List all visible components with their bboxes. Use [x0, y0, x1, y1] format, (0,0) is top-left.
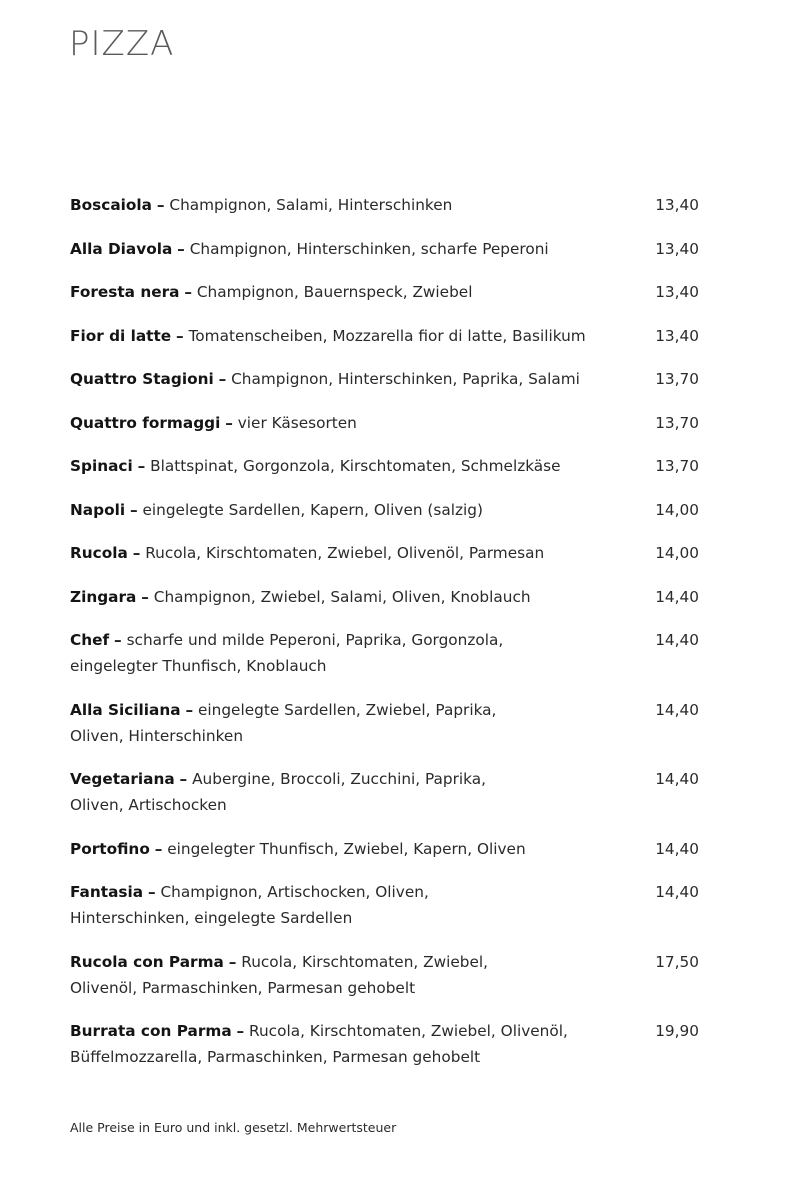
menu-item-ingredients: Rucola, Kirschtomaten, Zwiebel, Olivenöl,	[249, 1022, 568, 1040]
menu-item	[70, 497, 710, 541]
menu-item	[70, 236, 710, 280]
menu-item-price: 17,50	[655, 952, 699, 971]
menu-item-text	[70, 879, 625, 931]
menu-item-name: Napoli	[70, 500, 126, 519]
menu-item-price: 13,40	[655, 196, 699, 214]
menu-item-ingredients: Rucola, Kirschtomaten, Zwiebel,	[241, 952, 489, 971]
menu-item-price: 13,70	[655, 370, 699, 388]
menu-item-text	[70, 236, 625, 262]
menu-item-name: Quattro formaggi	[70, 413, 221, 432]
menu-item	[70, 540, 710, 584]
menu-item-separator: –	[185, 700, 194, 719]
menu-item	[70, 766, 710, 836]
menu-item-ingredients: Champignon, Hinterschinken, scharfe Peperoni	[189, 239, 549, 258]
menu-item	[70, 366, 710, 410]
menu-item-price: 13,40	[655, 283, 699, 301]
menu-item-price: 14,40	[655, 839, 699, 858]
menu-item	[70, 453, 710, 497]
menu-item-text	[70, 584, 625, 610]
menu-item-price: 13,40	[655, 326, 699, 345]
menu-item-text	[70, 192, 625, 218]
price-footnote: Alle Preise in Euro und inkl. gesetzl. Mehrwertsteuer	[70, 1120, 397, 1135]
menu-item-separator: –	[236, 1022, 245, 1040]
menu-item-ingredients-cont: Hinterschinken, eingelegte Sardellen	[70, 909, 353, 927]
menu-item-price: 13,70	[655, 413, 699, 432]
menu-item-separator: –	[132, 544, 141, 562]
menu-item-separator: –	[218, 370, 227, 388]
menu-item-separator: –	[137, 457, 146, 475]
menu-item-text	[70, 697, 625, 749]
menu-item-ingredients: Champignon, Hinterschinken, Paprika, Salami	[231, 370, 580, 388]
menu-item-ingredients: vier Käsesorten	[237, 413, 357, 432]
menu-item-price: 14,40	[655, 770, 699, 788]
menu-item	[70, 627, 710, 697]
menu-item-price: 13,70	[655, 457, 699, 475]
menu-item	[70, 279, 710, 323]
menu-item-name: Rucola	[70, 544, 128, 562]
menu-item-price: 14,00	[655, 544, 699, 562]
menu-item-text	[70, 323, 625, 349]
menu-item-text	[70, 366, 625, 392]
menu-item-name: Fior di latte	[70, 326, 172, 345]
menu-item-separator: –	[177, 239, 185, 258]
menu-item	[70, 323, 710, 367]
menu-item-text	[70, 540, 625, 566]
menu-item-ingredients: Champignon, Bauernspeck, Zwiebel	[196, 283, 473, 301]
menu-item-text	[70, 279, 625, 305]
menu-item-separator: –	[184, 283, 192, 301]
menu-item-ingredients: Champignon, Salami, Hinterschinken	[169, 196, 453, 214]
menu-item-price: 14,40	[655, 587, 699, 606]
page-title: PIZZA	[69, 24, 175, 64]
menu-item-name: Zingara	[70, 587, 137, 606]
menu-item-ingredients: Tomatenscheiben, Mozzarella fior di latte, Basilikum	[188, 326, 586, 345]
menu-item-price: 14,40	[655, 883, 699, 901]
menu-item-separator: –	[147, 883, 156, 901]
menu-item-ingredients: Aubergine, Broccoli, Zucchini, Paprika,	[192, 770, 486, 788]
menu-item-separator: –	[179, 770, 188, 788]
menu-item-ingredients-cont: Oliven, Artischocken	[70, 796, 227, 814]
menu-item-ingredients: Champignon, Zwiebel, Salami, Oliven, Knoblauch	[153, 587, 531, 606]
menu-item	[70, 836, 710, 880]
menu-item-name: Alla Siciliana	[70, 700, 181, 719]
menu-item-name: Vegetariana	[70, 770, 175, 788]
menu-item-price: 14,40	[655, 631, 699, 649]
menu-item	[70, 697, 710, 767]
menu-item-text	[70, 453, 625, 479]
menu-item-ingredients-cont: eingelegter Thunfisch, Knoblauch	[70, 657, 327, 675]
menu-item-name: Portofino	[70, 839, 150, 858]
menu-item-text	[70, 836, 625, 862]
menu-item-separator: –	[129, 500, 138, 519]
menu-item-ingredients-cont: Oliven, Hinterschinken	[70, 726, 244, 745]
menu-item-separator: –	[114, 631, 122, 649]
menu-item-ingredients: Blattspinat, Gorgonzola, Kirschtomaten, Schmelzkäse	[150, 457, 561, 475]
menu-item-ingredients: Champignon, Artischocken, Oliven,	[160, 883, 429, 901]
menu-item-separator: –	[156, 196, 165, 214]
menu-item-text	[70, 766, 625, 818]
menu-item-text	[70, 1018, 625, 1070]
menu-item	[70, 192, 710, 236]
menu-item-text	[70, 627, 625, 679]
menu-item-text	[70, 949, 625, 1001]
menu-item-separator: –	[225, 413, 233, 432]
menu-item-price: 13,40	[655, 239, 699, 258]
menu-item-separator: –	[176, 326, 184, 345]
menu-item	[70, 879, 710, 949]
menu-item-ingredients: eingelegte Sardellen, Kapern, Oliven (salzig)	[142, 500, 483, 519]
menu-item-name: Rucola con Parma	[70, 952, 224, 971]
menu-item-ingredients: eingelegter Thunfisch, Zwiebel, Kapern, Oliven	[167, 839, 526, 858]
menu-item-ingredients: scharfe und milde Peperoni, Paprika, Gorgonzola,	[126, 631, 504, 649]
menu-item-name: Burrata con Parma	[70, 1022, 232, 1040]
menu-item-price: 14,40	[655, 700, 699, 719]
menu-item	[70, 410, 710, 454]
menu-item-ingredients-cont: Olivenöl, Parmaschinken, Parmesan gehobelt	[70, 978, 416, 997]
menu-item-price: 19,90	[655, 1022, 699, 1040]
menu-item-price: 14,00	[655, 500, 699, 519]
menu-item-name: Foresta nera	[70, 283, 180, 301]
menu-item-name: Spinaci	[70, 457, 133, 475]
menu-item	[70, 949, 710, 1019]
menu-item-separator: –	[154, 839, 163, 858]
menu-item-ingredients: Rucola, Kirschtomaten, Zwiebel, Olivenöl, Parmesan	[145, 544, 545, 562]
menu-item-name: Fantasia	[70, 883, 144, 901]
menu-item-name: Alla Diavola	[70, 239, 173, 258]
menu-item-ingredients: eingelegte Sardellen, Zwiebel, Paprika,	[197, 700, 497, 719]
menu-item-separator: –	[228, 952, 237, 971]
menu-item-text	[70, 497, 625, 523]
menu-item-text	[70, 410, 625, 436]
menu-item-ingredients-cont: Büffelmozzarella, Parmaschinken, Parmesan gehobelt	[70, 1048, 481, 1066]
menu-item	[70, 584, 710, 628]
menu-list	[70, 192, 710, 1088]
menu-item-name: Quattro Stagioni	[70, 370, 214, 388]
menu-item-separator: –	[141, 587, 149, 606]
menu-item-name: Boscaiola	[70, 196, 152, 214]
menu-item	[70, 1018, 710, 1088]
menu-item-name: Chef	[70, 631, 110, 649]
